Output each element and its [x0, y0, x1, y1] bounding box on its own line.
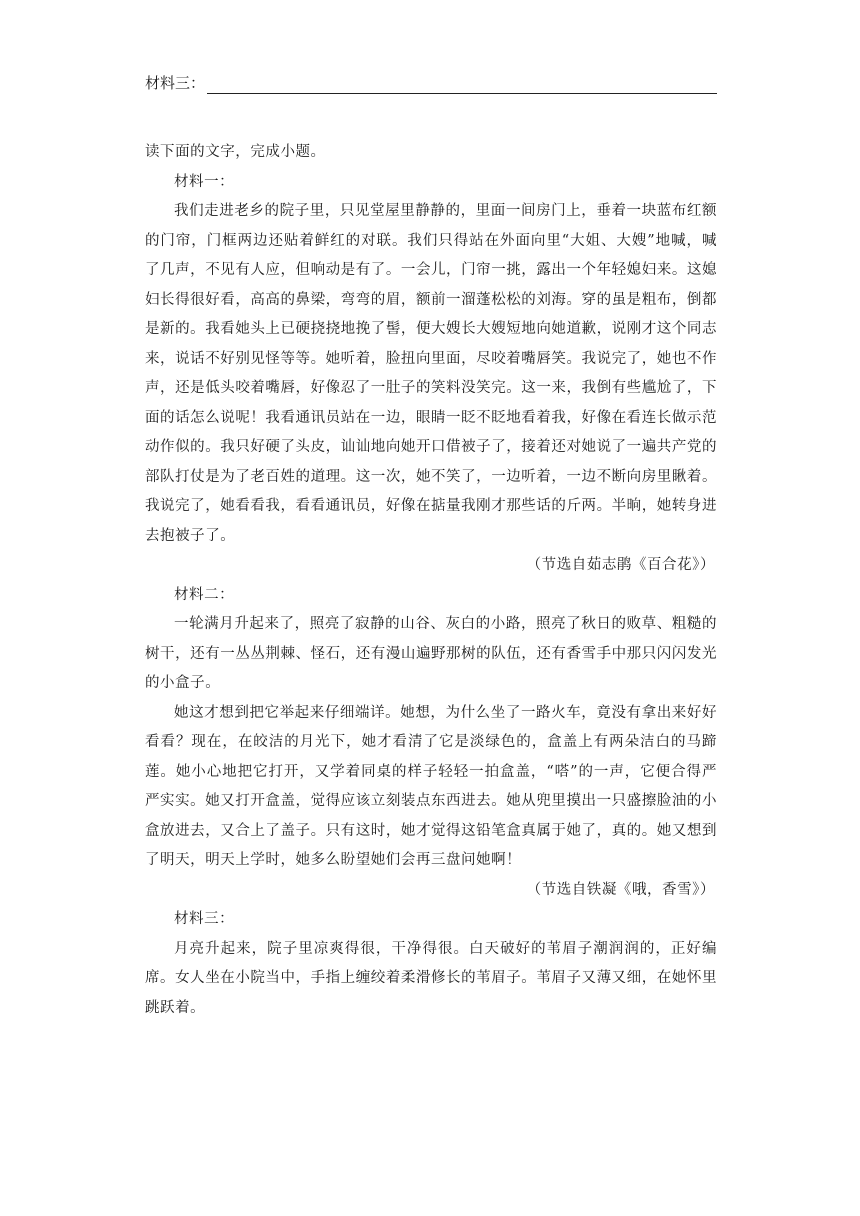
reading-passage	[145, 138, 717, 1023]
material1-body: 我们走进老乡的院子里，只见堂屋里静静的，里面一间房门上，垂着一块蓝布红额的门帘，门框两边还贴着鲜红的对联。我们只得站在外面向里“大姐、大嫂”地喊，喊了几声，不见有人应，但响动是有了。一会儿，门帘一挑，露出一个年轻媳妇来。这媳妇长得很好看，高高的鼻梁，弯弯的眉，额前一溜蓬松松的刘海。穿的虽是粗布，倒都是新的。我看她头上已硬挠挠地挽了髻，便大嫂长大嫂短地向她道歉，说刚才这个同志来，说话不好别见怪等等。她听着，脸扭向里面，尽咬着嘴唇笑。我说完了，她也不作声，还是低头咬着嘴唇，好像忍了一肚子的笑料没笑完。这一来，我倒有些尴尬了，下面的话怎么说呢！我看通讯员站在一边，眼睛一眨不眨地看着我，好像在看连长做示范动作似的。我只好硬了头皮，讪讪地向她开口借被子了，接着还对她说了一遍共产党的部队打仗是为了老百姓的道理。这一次，她不笑了，一边听着，一边不断向房里瞅着。我说完了，她看看我，看看通讯员，好像在掂量我刚才那些话的斤两。半晌，她转身进去抱被子了。	[145, 203, 717, 544]
material3-title: 材料三：	[174, 911, 235, 927]
material2-title: 材料二：	[174, 586, 235, 603]
material2-source: （节选自铁凝《哦，香雪》）	[526, 881, 715, 898]
material1-title: 材料一：	[174, 173, 235, 190]
material2-para2: 她这才想到把它举起来仔细端详。她想，为什么坐了一路火车，竟没有拿出来好好看看？现在，在皎洁的月光下，她才看清了它是淡绿色的，盒盖上有两朵洁白的马蹄莲。她小心地把它打开，又学着同桌的样子轻轻一拍盒盖，“嗒”的一声，它便合得严严实实。她又打开盒盖，觉得应该立刻装点东西进去。她从兜里摸出一只盛擦脸油的小盒放进去，又合上了盖子。只有这时，她才觉得这铅笔盒真属于她了，真的。她又想到了明天，明天上学时，她多么盼望她们会再三盘问她啊！	[145, 704, 717, 868]
answer-label: 材料三：	[145, 74, 206, 92]
material2-para1: 一轮满月升起来了，照亮了寂静的山谷、灰白的小路，照亮了秋日的败草、粗糙的树干，还有一丛丛荆棘、怪石，还有漫山遍野那树的队伍，还有香雪手中那只闪闪发光的小盒子。	[145, 616, 717, 691]
material3-body: 月亮升起来，院子里凉爽得很，干净得很。白天破好的苇眉子潮润润的，正好编席。女人坐在小院当中，手指上缠绞着柔滑修长的苇眉子。苇眉子又薄又细，在她怀里跳跃着。	[145, 940, 717, 1016]
material1-source: （节选自茹志鹃《百合花》）	[526, 557, 715, 573]
answer-line	[145, 72, 717, 94]
instruction: 读下面的文字，完成小题。	[145, 144, 326, 160]
answer-blank[interactable]	[207, 79, 717, 94]
